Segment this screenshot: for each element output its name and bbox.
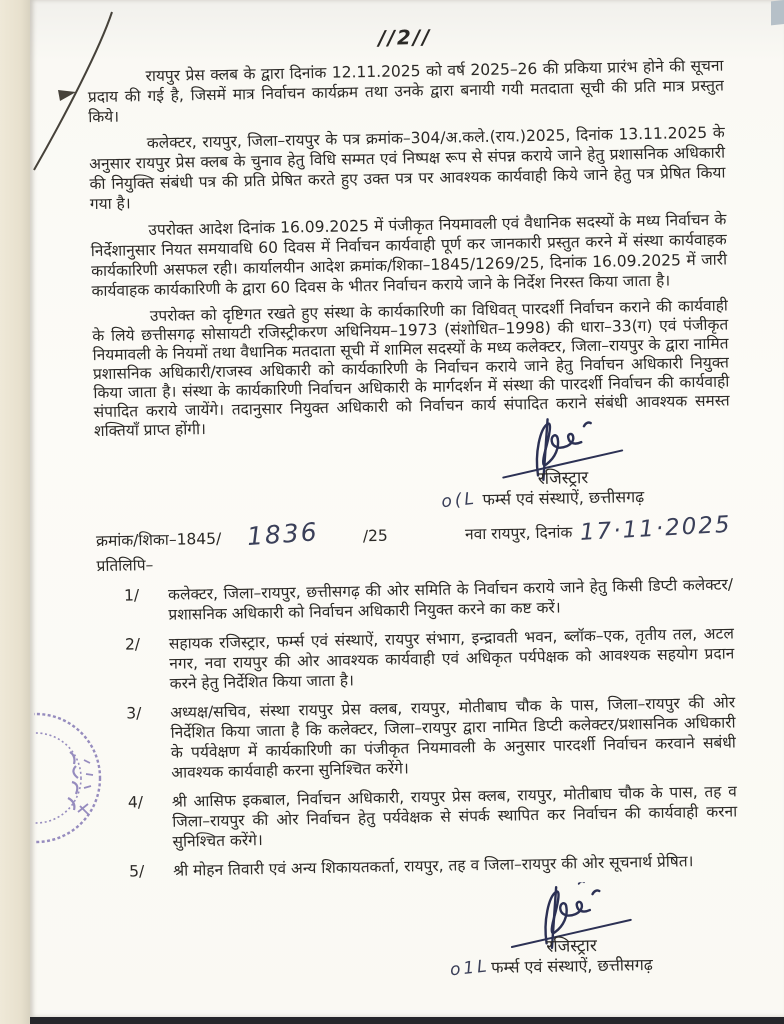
copy-item-text: अध्यक्ष/सचिव, संस्था रायपुर प्रेस क्लब, रायपुर, मोतीबाघ चौक के पास, जिला–रायपुर की ओर निर्देशित किया जाता है कि कलेक्टर, जिला–रायपुर द्वारा नामित डिप्टी कलेक्टर/प्रशासनिक अधिकारी के पर्यवेक्षण में कार्यकारिणी का पंजीकृत नियमावली के अनुसार पारदर्शी निर्वाचन करवाने सबंधी आवश्यक कार्यवाही करना सुनिश्चित करेंगे। xyxy=(170,693,737,782)
place-date-label: नवा रायपुर, दिनांक xyxy=(464,523,573,544)
body-paragraph-1: रायपुर प्रेस क्लब के द्वारा दिनांक 12.11.2025 को वर्ष 2025–26 की प्रकिया प्रारंभ होने की सूचना प्रदाय की गई है, जिसमें मात्र निर्वाचन कार्यक्रम तथा उनके द्वारा बनायी गयी मतदाता सूची की प्रति मात्र प्रस्तुत किये। xyxy=(87,56,724,127)
signer-title: रजिस्ट्रार xyxy=(537,468,589,489)
copy-item-2 xyxy=(98,623,735,695)
copy-to-heading: प्रतिलिपि– xyxy=(96,556,154,576)
body-paragraph-2: कलेक्टर, रायपुर, जिला–रायपुर के पत्र क्रमांक–304/अ.कले.(राय.)2025, दिनांक 13.11.2025 के अनुसार रायपुर प्रेस क्लब के चुनाव हेतु विधि सम्मत एवं निष्पक्ष रूप से संपन्न कराये जाने हेतु प्रशासनिक अधिकारी की नियुक्ति संबंधी पत्र की प्रति प्रेषित करते हुए उक्त पत्र पर आवश्यक कार्यवाही किये जाने हेतु पत्र प्रेषित किया गया है। xyxy=(89,123,726,214)
reference-number-suffix: /25 xyxy=(362,526,388,546)
page-number: //2// xyxy=(378,24,432,50)
scan-bottom-band xyxy=(30,1017,784,1024)
signature-block-bottom xyxy=(420,880,722,979)
signer-title: रजिस्ट्रार xyxy=(546,935,598,957)
signer-organization: फर्म्स एवं संस्थाऐं, छत्तीसगढ़ xyxy=(482,487,645,509)
handwritten-date: 17·11·2025 xyxy=(579,511,733,546)
body-paragraph-3: उपरोक्त आदेश दिनांक 16.09.2025 में पंजीकृत नियमावली एवं वैधानिक सदस्यों के मध्य निर्वाचन के निर्देशानुसार नियत समयावधि 60 दिवस में निर्वाचन कार्यवाही पूर्ण कर जानकारी प्रस्तुत करने में संस्था कार्यवाहक कार्यकारिणी असफल रही। कार्यालयीन आदेश क्रमांक/शिका–1845/1269/25, दिनांक 16.09.2025 में जारी कार्यवाहक कार्यकारिणी के द्वारा 60 दिवस के भीतर निर्वाचन कराये जाने के निर्देश निरस्त किया जाता है। xyxy=(90,210,728,301)
reference-number-prefix: क्रमांक/शिका–1845/ xyxy=(95,529,222,551)
copy-item-text: श्री आसिफ इकबाल, निर्वाचन अधिकारी, रायपुर प्रेस क्लब, रायपुर, मोतीबाघ चौक के पास, तह व जिला–रायपुर की ओर निर्वाचन हेतु पर्यवेक्षक से संपर्क स्थापित कर निर्वाचन की कार्यवाही करना सुनिश्चित करेंगे। xyxy=(171,782,738,851)
copy-recipient-list xyxy=(97,574,738,882)
copy-item-4 xyxy=(101,781,738,853)
scan-corner-artifact xyxy=(771,0,784,25)
signer-organization: फर्म्स एवं संस्थाऐं, छत्तीसगढ़ xyxy=(490,954,653,977)
copy-item-text: सहायक रजिस्ट्रार, फर्म्स एवं संस्थाऐं, रायपुर संभाग, इन्द्रावती भवन, ब्लॉक–एक, तृतीय तल, अटल नगर, नवा रायपुर की ओर आवश्यक कार्यवाही एवं अधिकृत पर्यपेक्षक को आवश्यक सहयोग प्रदान करने हेतु निर्देशित किया जाता है। xyxy=(168,624,735,693)
copy-item-number: 2/ xyxy=(124,635,141,654)
copy-item-number: 3/ xyxy=(126,704,142,723)
copy-item-1 xyxy=(97,574,734,626)
copy-item-3 xyxy=(99,692,736,784)
handwritten-initials: o(L xyxy=(440,488,478,513)
copy-item-number: 1/ xyxy=(123,586,140,605)
signature-block-top xyxy=(412,412,714,511)
copy-item-number: 5/ xyxy=(128,862,145,881)
handwritten-initials: o1L xyxy=(449,956,491,981)
document-content xyxy=(28,0,784,986)
copy-item-text: कलेक्टर, जिला–रायपुर, छत्तीसगढ़ की ओर समिति के निर्वाचन कराये जाने हेतु किसी डिप्टी कलेक्टर/प्रशासनिक अधिकारी को निर्वाचन अधिकारी नियुक्त करने का कष्ट करें। xyxy=(167,575,734,624)
handwritten-dispatch-number: 1836 xyxy=(246,517,320,552)
body-paragraph-4: उपरोक्त को दृष्टिगत रखते हुए संस्था के कार्यकारिणी का विधिवत् पारदर्शी निर्वाचन कराने की कार्यवाही के लिये छत्तीसगढ़ सोसायटी रजिस्ट्रीकरण अधिनियम–1973 (संशोधित–1998) की धारा–33(ग) एवं पंजीकृत नियमावली के नियमों तथा वैधानिक मतदाता सूची में शामिल सदस्यों के मध्य कलेक्टर, जिला–रायपुर के द्वारा नामित प्रशासनिक अधिकारी/राजस्व अधिकारी को कार्यकारिणी के निर्वाचन कराये जाने हेतु निर्वाचन अधिकारी नियुक्त किया जाता है। संस्था के कार्यकारिणी निर्वाचन अधिकारी के मार्गदर्शन में संस्था की पारदर्शी निर्वाचन की कार्यवाही संपादित कराये जायेंगे। तदानुसार नियुक्त अधिकारी को निर्वाचन कार्य संपादित कराने संबंधी आवश्यक समस्त शक्तियाँ प्राप्त होंगी। xyxy=(92,296,730,441)
copy-item-5 xyxy=(102,850,738,882)
copy-item-text: श्री मोहन तिवारी एवं अन्य शिकायतकर्ता, रायपुर, तह व जिला–रायपुर की ओर सूचनार्थ प्रेषित। xyxy=(172,852,694,880)
copy-item-number: 4/ xyxy=(127,793,144,812)
